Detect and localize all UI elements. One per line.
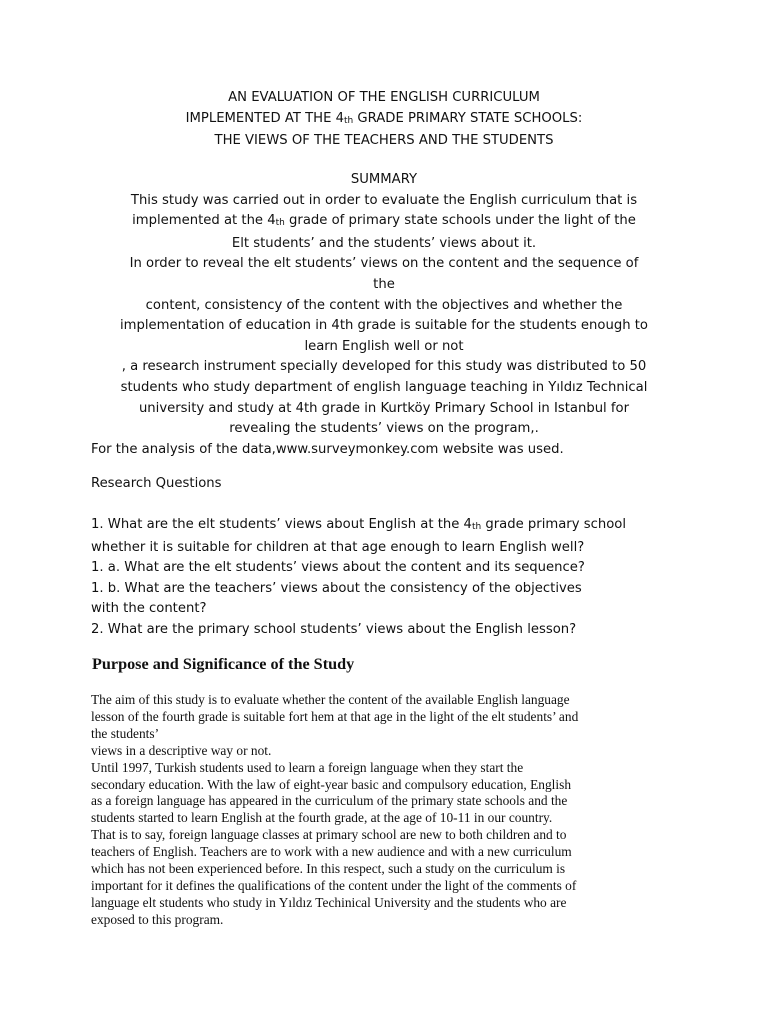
question-1b: 1. b. What are the teachers’ views about the consistency of the objectives: [91, 580, 582, 596]
paragraph-line: language elt students who study in Yıldız Techinical University and the students who are: [91, 894, 567, 910]
paragraph-line: important for it defines the qualifications of the content under the light of the comments of: [91, 877, 577, 893]
summary-section: [82, 170, 686, 460]
title-line-2-start: IMPLEMENTED AT THE 4: [185, 110, 344, 126]
paragraph-line: exposed to this program.: [91, 911, 224, 927]
paragraph-line: The aim of this study is to evaluate whether the content of the available English language: [91, 692, 570, 707]
title-line-1: AN EVALUATION OF THE ENGLISH CURRICULUM: [228, 90, 540, 105]
question-superscript-th: th: [471, 522, 482, 532]
summary-line: learn English well or not: [304, 338, 464, 354]
paragraph-line: students started to learn English at the fourth grade, at the age of 10-11 in our country.: [91, 810, 553, 826]
paragraph-line: teachers of English. Teachers are to work with a new audience and with a new curriculum: [91, 844, 572, 860]
question-1-start: 1. What are the elt students’ views about English at the 4: [91, 517, 472, 532]
paragraph-line: lesson of the fourth grade is suitable fort hem at that age in the light of the elt students’ and: [91, 708, 579, 724]
summary-line: university and study at 4th grade in Kurtköy Primary School in Istanbul for: [138, 400, 630, 416]
summary-line: [82, 211, 686, 234]
paragraph-line: secondary education. With the law of eight-year basic and compulsory education, English: [91, 776, 572, 792]
purpose-heading: Purpose and Significance of the Study: [92, 655, 355, 673]
summary-line: implementation of education in 4th grade is suitable for the students enough to: [120, 318, 648, 334]
summary-heading: SUMMARY: [350, 172, 418, 187]
paragraph-line: the students’: [91, 725, 160, 741]
paragraph-line: views in a descriptive way or not.: [91, 742, 272, 758]
document-title: [80, 88, 688, 152]
summary-line-2-end: grade of primary state schools under the light of the: [284, 213, 636, 229]
research-questions-heading: Research Questions: [91, 476, 222, 491]
summary-line: the: [373, 276, 395, 292]
question-1-continuation: whether it is suitable for children at that age enough to learn English well?: [91, 539, 585, 555]
summary-line: , a research instrument specially developed for this study was distributed to 50: [121, 359, 647, 375]
title-line-2-end: GRADE PRIMARY STATE SCHOOLS:: [353, 110, 583, 126]
paragraph-line: That is to say, foreign language classes at primary school are new to both children and to: [91, 827, 567, 843]
summary-line: Elt students’ and the students’ views about it.: [231, 235, 537, 251]
question-2: 2. What are the primary school students’ views about the English lesson?: [91, 621, 577, 637]
question-1-end: grade primary school: [481, 517, 626, 532]
paragraph-line: as a foreign language has appeared in the curriculum of the primary state schools and the: [91, 793, 568, 809]
purpose-paragraph: [91, 692, 578, 929]
summary-line: students who study department of english language teaching in Yıldız Technical: [120, 379, 648, 395]
paragraph-line: Until 1997, Turkish students used to learn a foreign language when they start the: [91, 759, 524, 775]
question-1b-continuation: with the content?: [91, 601, 207, 617]
research-questions-list: [91, 515, 626, 641]
summary-line: revealing the students’ views on the program,.: [229, 421, 539, 437]
title-line-3: THE VIEWS OF THE TEACHERS AND THE STUDENTS: [214, 133, 554, 148]
summary-line: content, consistency of the content with the objectives and whether the: [145, 297, 623, 313]
paragraph-line: which has not been experienced before. In this respect, such a study on the curriculum is: [91, 861, 566, 877]
question-1: [91, 515, 626, 538]
title-superscript-th: th: [344, 115, 354, 126]
summary-line: In order to reveal the elt students’ views on the content and the sequence of: [129, 256, 639, 272]
summary-line-2-start: implemented at the 4: [132, 213, 276, 229]
title-line-2: [80, 109, 688, 132]
summary-superscript-th: th: [275, 218, 285, 229]
summary-line: For the analysis of the data,www.surveymonkey.com website was used.: [91, 441, 564, 457]
summary-line: This study was carried out in order to evaluate the English curriculum that is: [130, 192, 638, 208]
question-1a: 1. a. What are the elt students’ views about the content and its sequence?: [91, 560, 585, 576]
